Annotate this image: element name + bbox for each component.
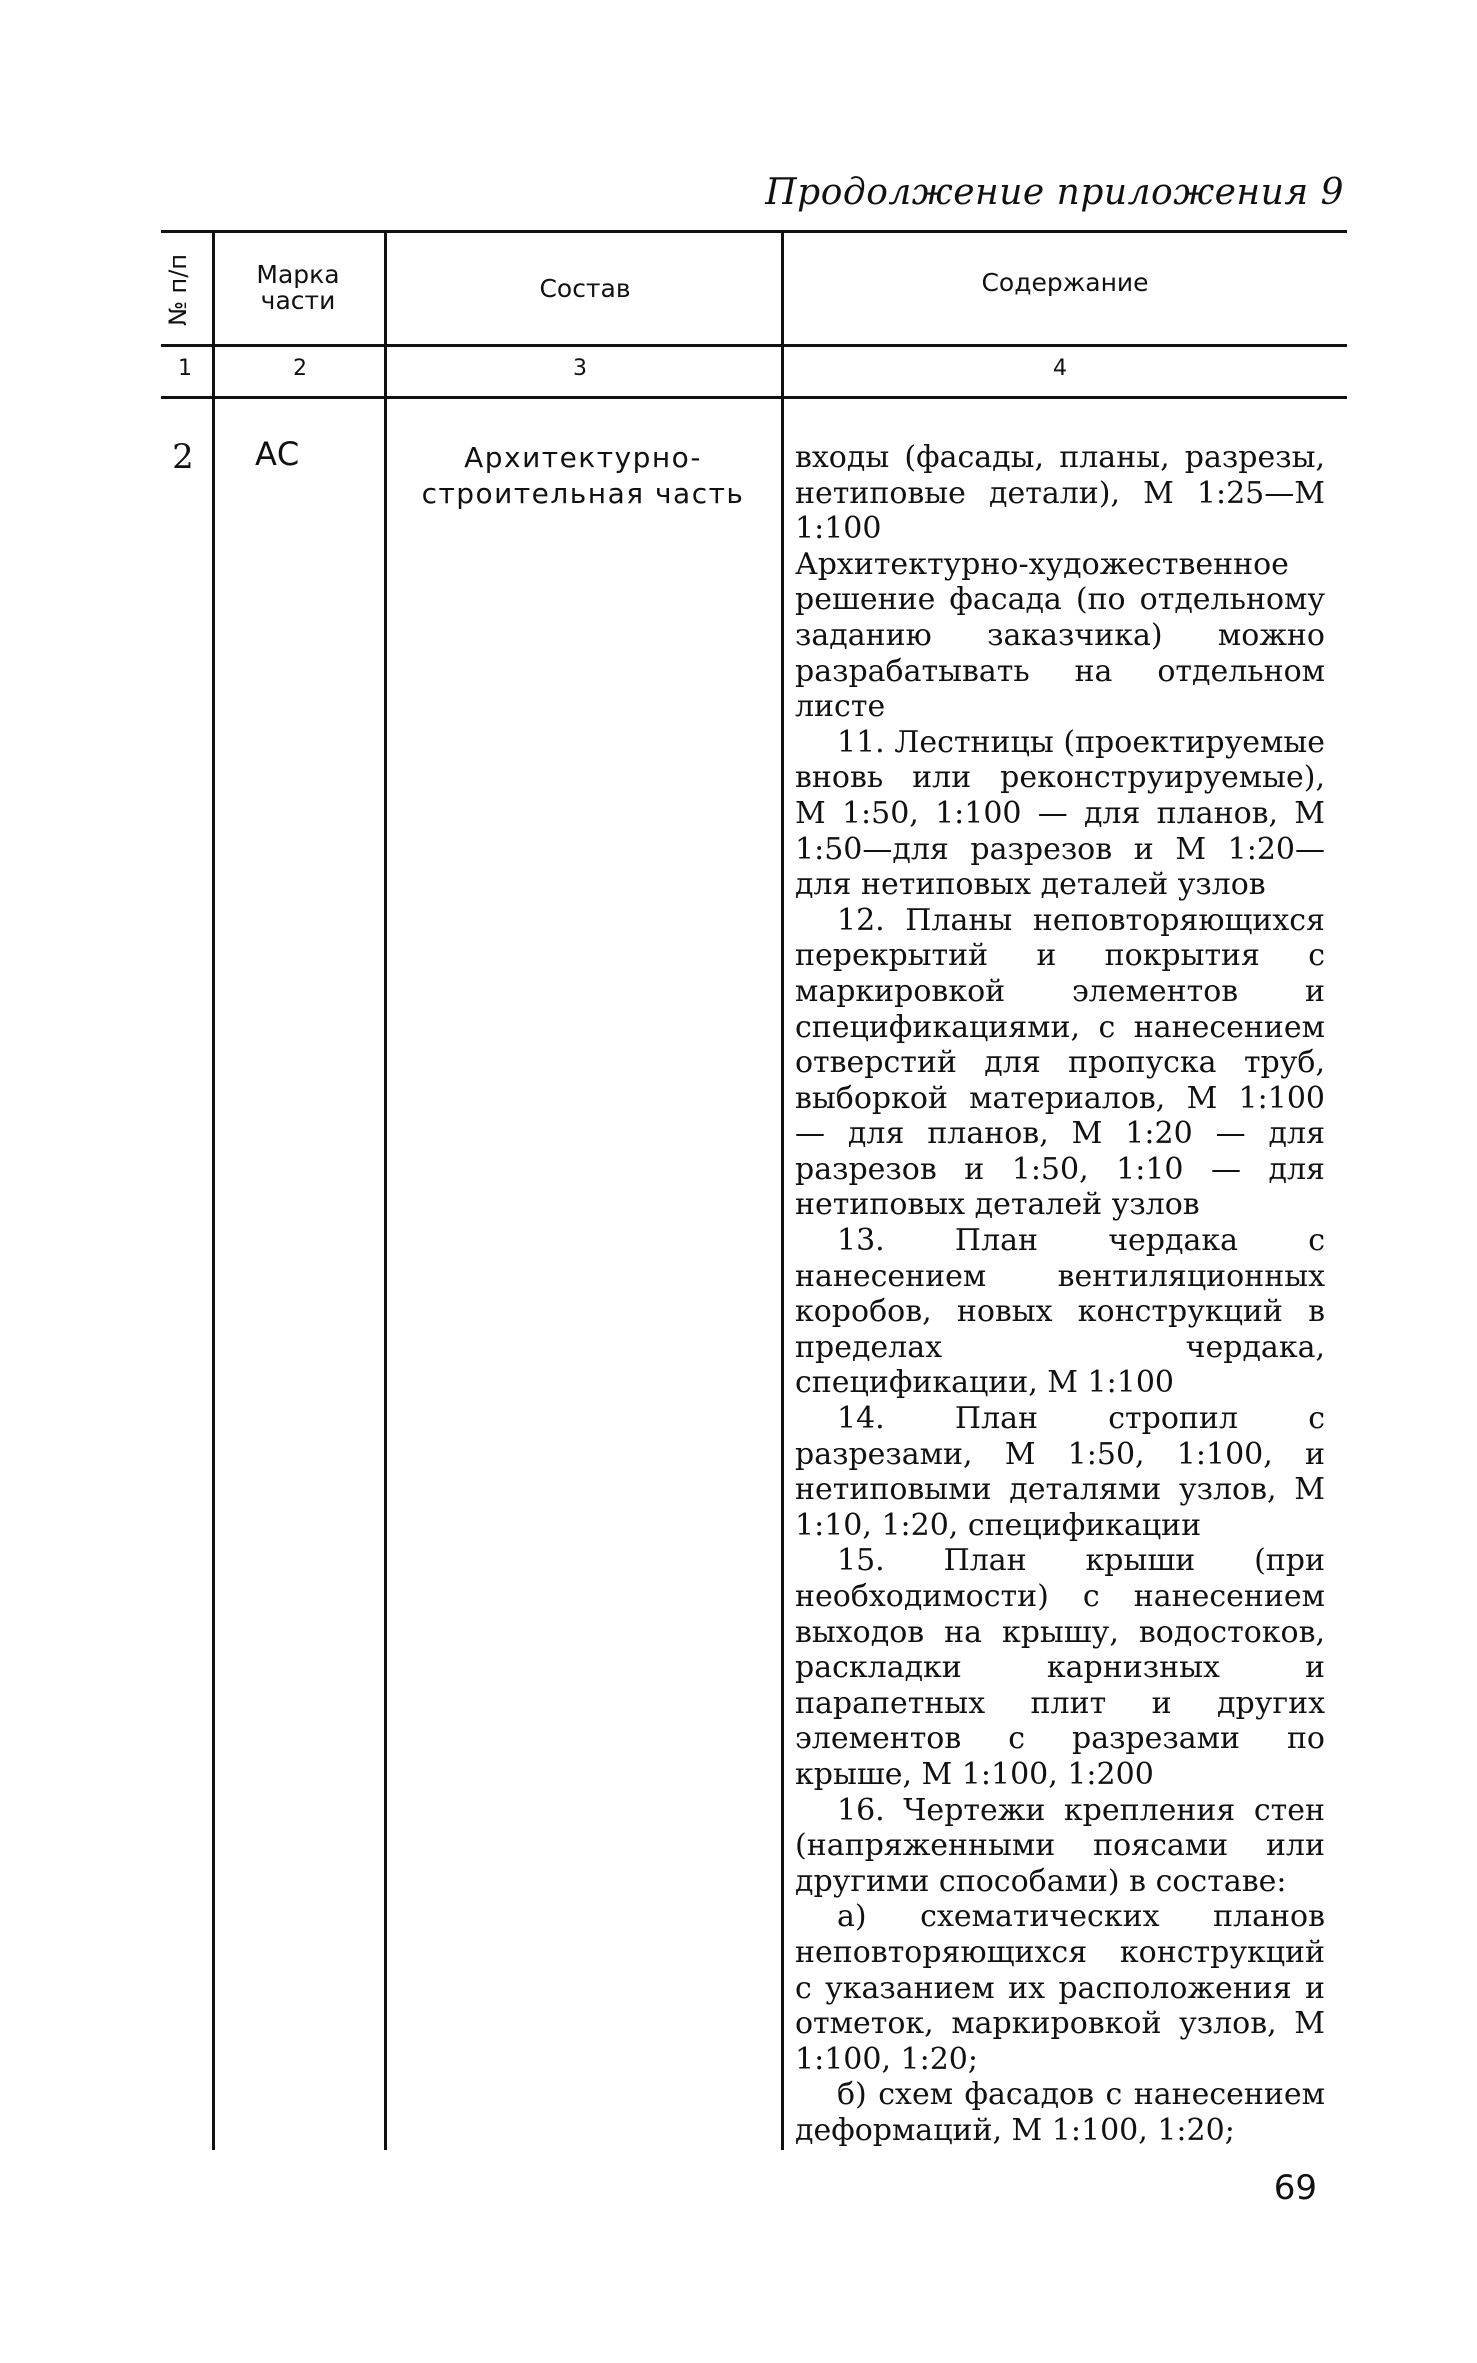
col-divider-3 <box>781 230 784 2150</box>
content-paragraph: б) схем фасадов с нанесением деформаций, М 1:100, 1:20; <box>795 2077 1325 2148</box>
header-mark: Марка части <box>256 260 340 315</box>
header-sostav: Состав <box>539 274 631 303</box>
content-paragraph: Архитектурно-художественное решение фасада (по отдельному заданию заказчика) можно разрабатывать на отдельном листе <box>795 546 1325 725</box>
table-top-rule <box>161 230 1347 233</box>
header-content: Содержание <box>981 268 1149 297</box>
content-paragraph: 15. План крыши (при необходимости) с нанесением выходов на крышу, водостоков, раскладки карнизных и парапетных плит и других элементов с разрезами по крыше, М 1:100, 1:200 <box>795 1543 1325 1792</box>
row-mark: АС <box>255 435 300 473</box>
col-divider-2 <box>384 230 387 2150</box>
content-paragraph: 12. Планы неповторяющихся перекрытий и покрытия с маркировкой элементов и спецификациями, с нанесением отверстий для пропуска труб, выборкой материалов, М 1:100 — для планов, М 1:20 — для разрезов и 1:50, 1:10 — для нетиповых деталей узлов <box>795 902 1325 1223</box>
header-bottom-rule <box>161 344 1347 347</box>
colnum-2: 2 <box>293 356 307 381</box>
colnum-1: 1 <box>178 356 192 381</box>
content-paragraph: а) схематических планов неповторяющихся конструкций с указанием их расположения и отметок, маркировкой узлов, М 1:100, 1:20; <box>795 1899 1325 2077</box>
col-divider-1 <box>212 230 215 2150</box>
content-paragraph: 11. Лестницы (проектируемые вновь или реконструируемые), М 1:50, 1:100 — для планов, М 1:50—для разрезов и М 1:20—для нетиповых деталей узлов <box>795 724 1325 903</box>
colnum-3: 3 <box>573 356 587 381</box>
colnum-4: 4 <box>1053 356 1067 381</box>
colnum-bottom-rule <box>161 396 1347 399</box>
header-num: № п/п <box>164 253 192 327</box>
content-paragraph: 14. План стропил с разрезами, М 1:50, 1:100, и нетиповыми деталями узлов, М 1:10, 1:20, спецификации <box>795 1401 1325 1543</box>
page-number: 69 <box>1273 2168 1317 2208</box>
row-sostav: Архитектурно-строительная часть <box>421 441 745 510</box>
running-head: Продолжение приложения 9 <box>765 172 1344 213</box>
content-paragraph: 13. План чердака с нанесением вентиляционных коробов, новых конструкций в пределах чердака, спецификации, М 1:100 <box>795 1223 1325 1401</box>
content-paragraph: входы (фасады, планы, разрезы, нетиповые детали), М 1:25—М 1:100 <box>795 440 1325 547</box>
row-content <box>795 440 1325 2149</box>
content-paragraph: 16. Чертежи крепления стен (напряженными поясами или другими способами) в составе: <box>795 1792 1325 1899</box>
row-number: 2 <box>172 437 194 477</box>
